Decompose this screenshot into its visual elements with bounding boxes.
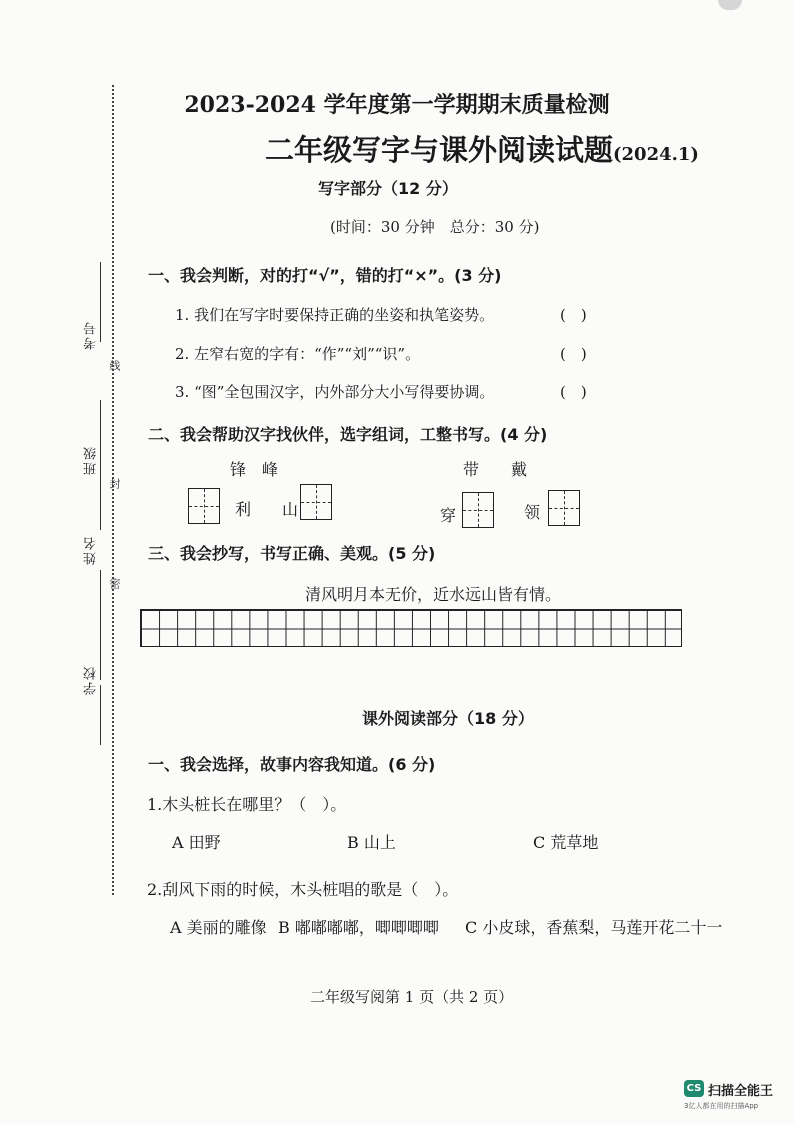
tian-grid-4[interactable] xyxy=(548,490,580,526)
word-char-4: 领 xyxy=(524,503,541,522)
tian-grid-1[interactable] xyxy=(188,488,220,524)
exam-meta: (时间：30 分钟 总分：30 分) xyxy=(330,218,540,236)
exam-title-text: 二年级写字与课外阅读试题 xyxy=(265,133,614,167)
word-char-2: 山 xyxy=(282,500,299,519)
writing-s2-title: 二、我会帮助汉字找伙伴，选字组词，工整书写。(4 分) xyxy=(148,425,548,444)
camscanner-logo-icon: CS xyxy=(684,1080,704,1097)
q1-option-a[interactable]: A 田野 xyxy=(172,833,221,852)
cut-dense-char: 密 xyxy=(108,578,121,589)
reading-s1-title: 一、我会选择，故事内容我知道。(6 分) xyxy=(148,755,436,774)
cut-line-char: 线 xyxy=(108,360,121,371)
camscanner-tagline: 3亿人都在用的扫描App xyxy=(684,1102,759,1110)
copy-poem-line: 清风明月本无价，近水远山皆有情。 xyxy=(305,585,562,604)
question-2: 2.刮风下雨的时候，木头桩唱的歌是（ ）。 xyxy=(147,880,459,899)
copy-writing-grid[interactable] xyxy=(140,609,682,647)
answer-paren-2[interactable]: ( ) xyxy=(560,345,587,363)
cut-seal-char: 封 xyxy=(108,478,121,489)
q2-option-b[interactable]: B 嘟嘟嘟嘟，唧唧唧唧 xyxy=(278,918,439,937)
reading-part-title: 课外阅读部分（18 分） xyxy=(362,709,534,728)
judge-item-3: 3. “图”全包围汉字，内外部分大小写得要协调。 xyxy=(175,383,495,401)
name-label: 姓名 xyxy=(84,535,99,565)
writing-s3-title: 三、我会抄写，书写正确、美观。(5 分) xyxy=(148,544,436,563)
exam-term-title: 2023-2024 学年度第一学期期末质量检测 xyxy=(184,92,610,118)
exam-title xyxy=(265,128,699,169)
answer-paren-1[interactable]: ( ) xyxy=(560,306,587,324)
word-char-3: 穿 xyxy=(440,506,457,525)
q2-option-a[interactable]: A 美丽的雕像 xyxy=(170,918,267,937)
binding-dotted-line xyxy=(112,85,114,895)
school-label: 学校 xyxy=(84,665,99,695)
q2-option-c[interactable]: C 小皮球，香蕉梨，马莲开花二十一 xyxy=(465,918,723,937)
name-write-line xyxy=(100,570,101,680)
q1-option-c[interactable]: C 荒草地 xyxy=(533,833,599,852)
camscanner-name: 扫描全能王 xyxy=(708,1084,774,1099)
judge-item-1: 1. 我们在写字时要保持正确的坐姿和执笔姿势。 xyxy=(175,306,495,324)
writing-part-title: 写字部分（12 分） xyxy=(318,179,458,198)
tian-grid-3[interactable] xyxy=(462,492,494,528)
exam-no-label: 考号 xyxy=(84,320,99,350)
question-1: 1.木头桩长在哪里？（ ）。 xyxy=(147,795,347,814)
judge-item-2: 2. 左窄右宽的字有：“作”“刘”“识”。 xyxy=(175,345,421,363)
exam-date: (2024.1) xyxy=(613,144,699,165)
answer-paren-3[interactable]: ( ) xyxy=(560,383,587,401)
char-pair-2: 带 戴 xyxy=(463,460,528,479)
class-label: 班级 xyxy=(84,445,99,475)
word-char-1: 利 xyxy=(235,500,252,519)
q1-option-b[interactable]: B 山上 xyxy=(347,833,396,852)
page-footer: 二年级写阅第 1 页（共 2 页） xyxy=(310,988,514,1006)
writing-s1-title: 一、我会判断，对的打“√”，错的打“×”。(3 分) xyxy=(148,266,502,285)
tian-grid-2[interactable] xyxy=(300,484,332,520)
char-pair-1: 锋 峰 xyxy=(230,460,279,479)
